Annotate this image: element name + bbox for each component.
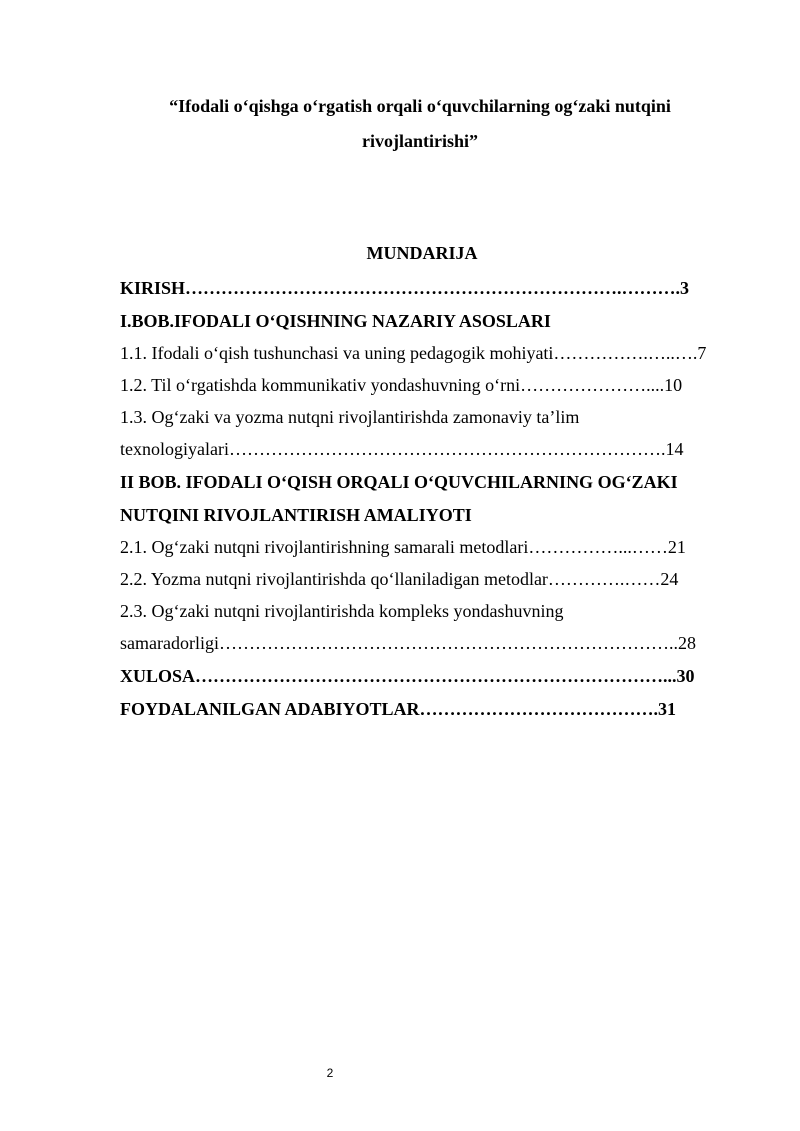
toc-entry-kirish: KIRISH……………………………………………………………….……….3	[120, 278, 690, 298]
toc-entry-adabiyotlar: FOYDALANILGAN ADABIYOTLAR………………………………….31	[120, 699, 677, 719]
toc-chapter-2-title-line-1: II BOB. IFODALI O‘QISH ORQALI O‘QUVCHILARNING OG‘ZAKI	[120, 472, 678, 492]
toc-entry-2-3-line-2: samaradorligi…………………………………………………………………..28	[120, 633, 696, 653]
toc-entry-1-3-line-1: 1.3. Og‘zaki va yozma nutqni rivojlantirishda zamonaviy ta’lim	[120, 407, 580, 427]
toc-entry-1-1: 1.1. Ifodali o‘qish tushunchasi va uning pedagogik mohiyati…………….…..….7	[120, 343, 707, 363]
toc-entry-2-2: 2.2. Yozma nutqni rivojlantirishda qo‘llaniladigan metodlar………….……24	[120, 569, 679, 589]
toc-chapter-1-title: I.BOB.IFODALI O‘QISHNING NAZARIY ASOSLARI	[120, 311, 551, 331]
document-title-line-1: “Ifodali o‘qishga o‘rgatish orqali o‘quvchilarning og‘zaki nutqini	[169, 96, 671, 116]
toc-entry-2-1: 2.1. Og‘zaki nutqni rivojlantirishning samarali metodlari……………...……21	[120, 537, 686, 557]
toc-entry-1-3-line-2: texnologiyalari……………………………………………………………….14	[120, 439, 684, 459]
toc-entry-1-2: 1.2. Til o‘rgatishda kommunikativ yondashuvning o‘rni…………………....10	[120, 375, 683, 395]
toc-entry-2-3-line-1: 2.3. Og‘zaki nutqni rivojlantirishda kompleks yondashuvning	[120, 601, 564, 621]
document-title-line-2: rivojlantirishi”	[362, 131, 478, 151]
toc-chapter-2-title-line-2: NUTQINI RIVOJLANTIRISH AMALIYOTI	[120, 505, 472, 525]
toc-heading: MUNDARIJA	[366, 243, 478, 263]
toc-entry-xulosa: XULOSA……………………………………………………………………...30	[120, 666, 695, 686]
page-number: 2	[326, 1066, 334, 1080]
